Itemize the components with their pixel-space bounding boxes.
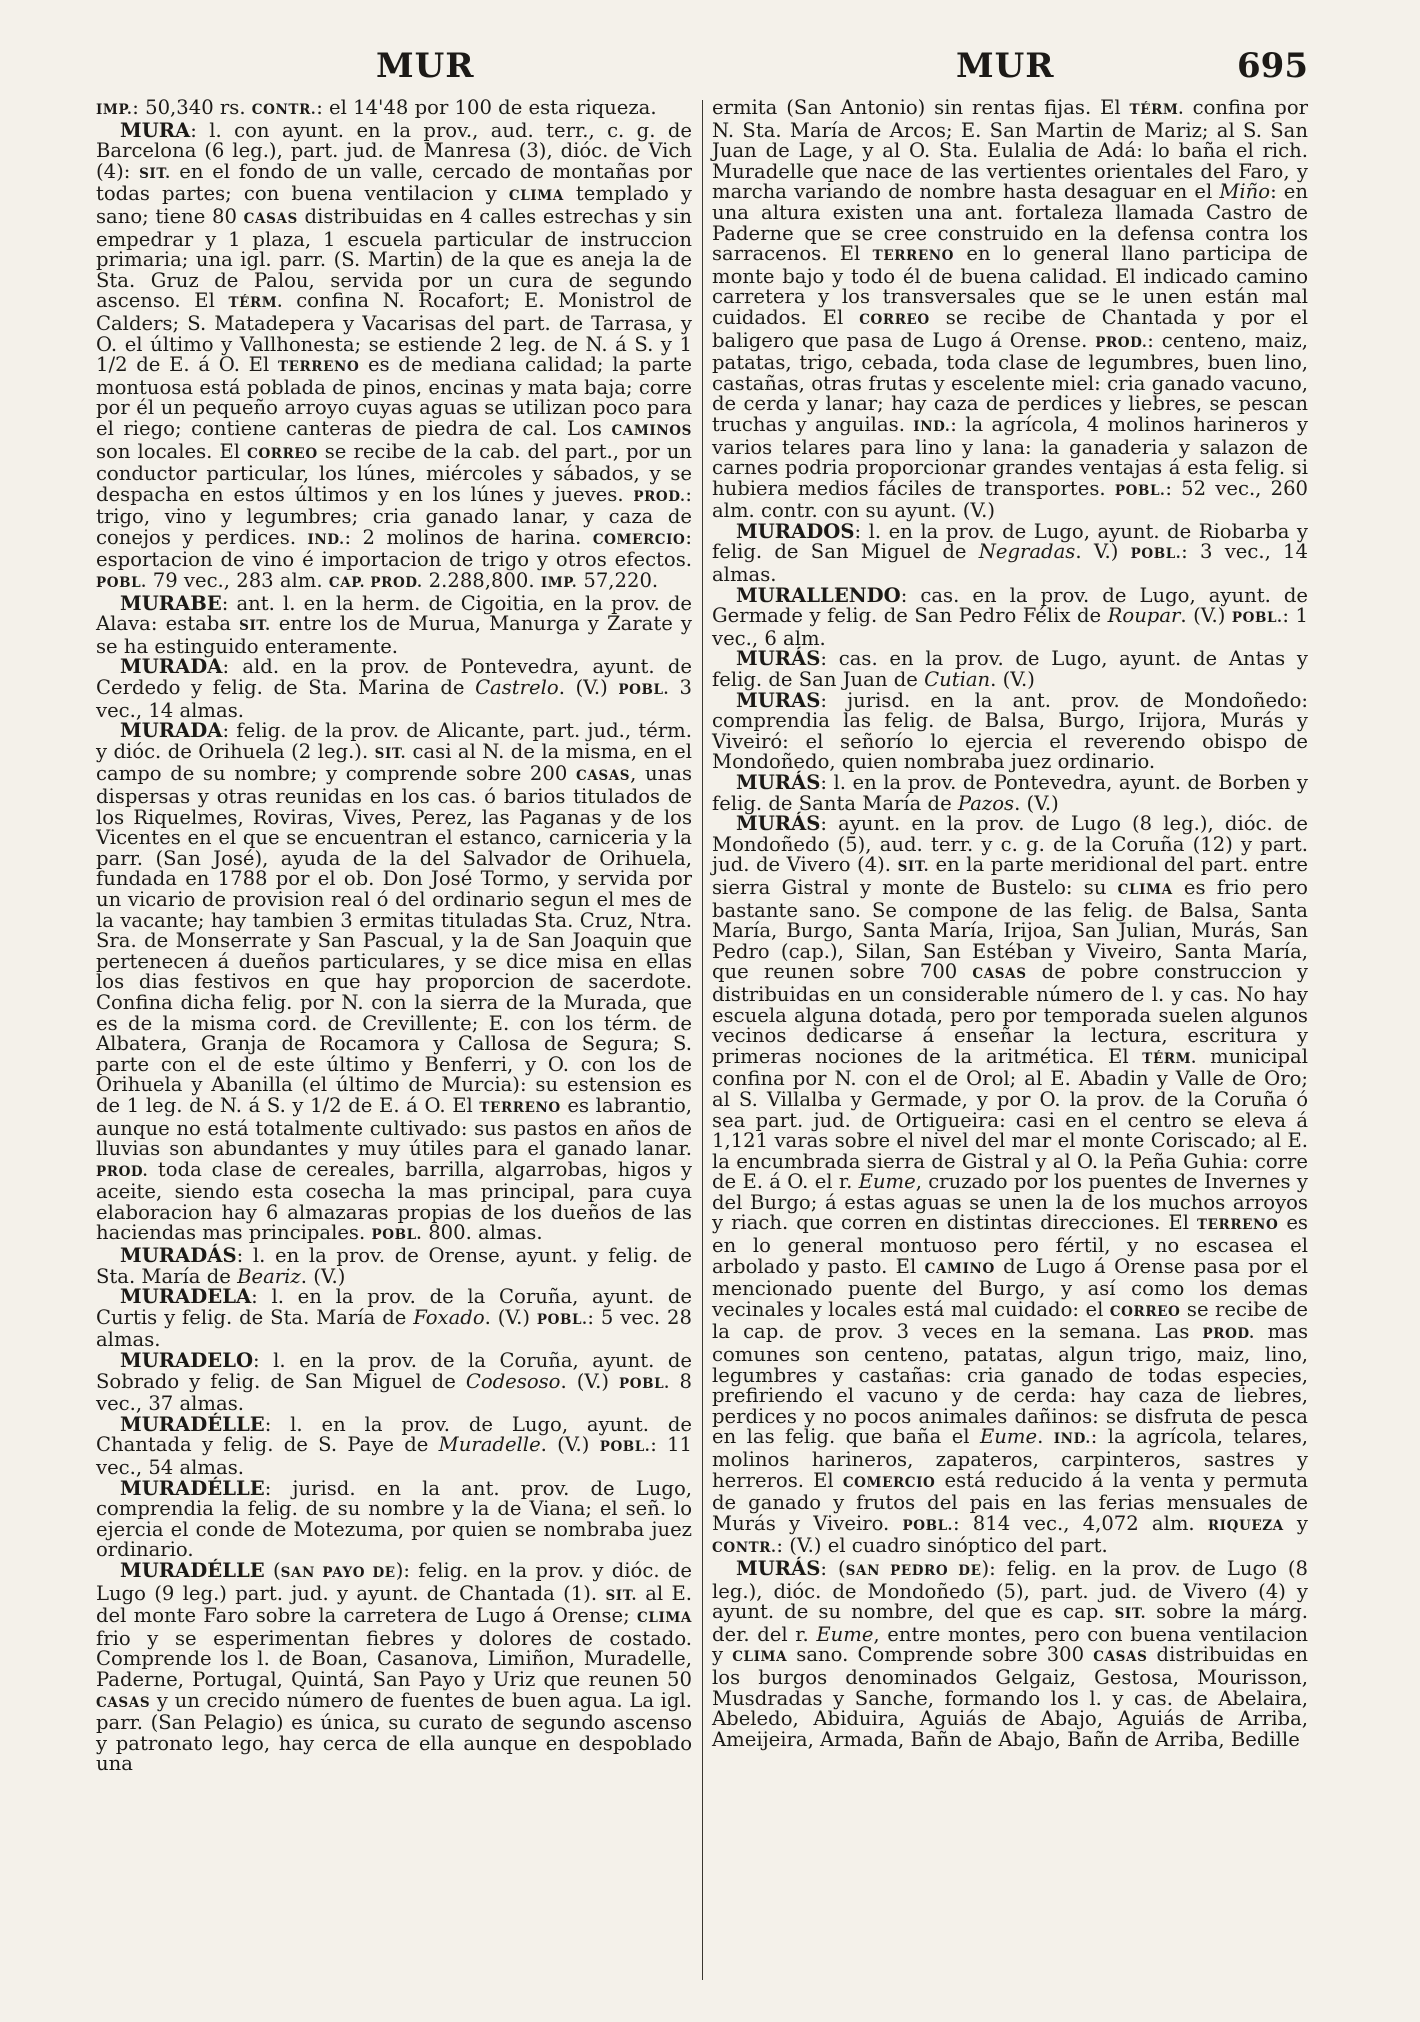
dictionary-entry: MURADELA: l. en la prov. de la Coruña, ayunt. de Curtis y felig. de Sta. María de Foxado. (V.) POBL.: 5 vec. 28 almas. bbox=[96, 1285, 692, 1352]
right-running-head: MUR bbox=[956, 46, 1055, 86]
dictionary-entry: MURALLENDO: cas. en la prov. de Lugo, ayunt. de Germade y felig. de San Pedro Félix de Roupar. (V.) POBL.: 1 vec., 6 alm. bbox=[712, 583, 1309, 650]
dictionary-entry: MURÁS: (SAN PEDRO DE): felig. en la prov. de Lugo (8 leg.), dióc. de Mondoñedo (5), part. jud. de Vivero (4) y ayunt. de su nombre, del que es cap. SIT. sobre la márg. der. del r. Eume, entre montes, pero con buena ventilacion y CLIMA sano. Comprende sobre 300 CASAS distribuidas en los burgos denominados Gelgaiz, Gestosa, Mourisson, Musdradas y Sanche, formando los l. y cas. de Abelaira, Abeledo, Abiduira, Aguiás de Abajo, Aguiás de Arriba, Ameijeira, Armada, Bañn de Abajo, Bañn de Arriba, Bedille bbox=[712, 1556, 1309, 1751]
dictionary-entry: MURAS: jurisd. en la ant. prov. de Mondoñedo: comprendia las felig. de Balsa, Burgo, Irijora, Murás y Viveiró: el señorío lo ejercia el reverendo obispo de Mondoñedo, quien nombraba juez ordinario. bbox=[712, 688, 1308, 774]
left-running-head: MUR bbox=[376, 46, 475, 86]
dictionary-entry: MURÁS: l. en la prov. de Pontevedra, ayunt. de Borben y felig. de Santa María de Pazos. (V.) bbox=[712, 771, 1308, 815]
left-column bbox=[96, 98, 692, 1775]
dictionary-entry: MURABE: ant. l. en la herm. de Cigoitia, en la prov. de Alava: estaba SIT. entre los de Murua, Manurga y Zarate y se ha estinguido enteramente. bbox=[96, 591, 692, 658]
dictionary-entry: MURADELO: l. en la prov. de la Coruña, ayunt. de Sobrado y felig. de San Miguel de Codesoso. (V.) POBL. 8 vec., 37 almas. bbox=[96, 1349, 692, 1416]
dictionary-entry: IMP.: 50,340 rs. CONTR.: el 14'48 por 100 de esta riqueza. bbox=[96, 96, 657, 119]
page-header bbox=[96, 46, 1308, 96]
dictionary-entry: MURADÁS: l. en la prov. de Orense, ayunt. y felig. de Sta. María de Beariz. (V.) bbox=[96, 1244, 692, 1288]
page-number: 695 bbox=[1237, 46, 1308, 86]
dictionary-entry: MURADA: ald. en la prov. de Pontevedra, ayunt. de Cerdedo y felig. de Sta. Marina de Castrelo. (V.) POBL. 3 vec., 14 almas. bbox=[96, 655, 692, 722]
dictionary-entry: MURADÉLLE: jurisd. en la ant. prov. de Lugo, comprendia la felig. de su nombre y la de Viana; el señ. lo ejercia el conde de Motezuma, por quien se nombraba juez ordinario. bbox=[96, 1476, 692, 1562]
dictionary-entry: MURADÉLLE (SAN PAYO DE): felig. en la prov. y dióc. de Lugo (9 leg.) part. jud. y ayunt. de Chantada (1). SIT. al E. del monte Faro sobre la carretera de Lugo á Orense; CLIMA frio y se esperimentan fiebres y dolores de costado. Comprende los l. de Boan, Casanova, Limiñon, Muradelle, Paderne, Portugal, Quintá, San Payo y Uriz que reunen 50 CASAS y un crecido número de fuentes de buen agua. La igl. parr. (San Pelagio) es única, su curato de segundo ascenso y patronato lego, hay cerca de ella aunque en despoblado una bbox=[96, 1558, 692, 1776]
dictionary-entry: MURADOS: l. en la prov. de Lugo, ayunt. de Riobarba y felig. de San Miguel de Negradas. V.) POBL.: 3 vec., 14 almas. bbox=[712, 519, 1308, 587]
dictionary-entry: MURÁS: cas. en la prov. de Lugo, ayunt. de Antas y felig. de San Juan de Cutian. (V.) bbox=[712, 647, 1308, 692]
dictionary-entry: MURÁS: ayunt. en la prov. de Lugo (8 leg.), dióc. de Mondoñedo (5), aud. terr. y c. g. de la Coruña (12) y part. jud. de Vivero (4). SIT. en la parte meridional del part. entre sierra Gistral y monte de Bustelo: su CLIMA es frio pero bastante sano. Se compone de las felig. de Balsa, Santa María, Burgo, Santa María, Irijoa, San Julian, Murás, San Pedro (cap.), Silan, San Estéban y Viveiro, Santa María, que reunen sobre 700 CASAS de pobre construccion y distribuidas en un considerable número de l. y cas. No hay escuela alguna dotada, pero por temporada suelen algunos vecinos dedicarse á enseñar la lectura, escritura y primeras nociones de la aritmética. El TÉRM. municipal confina por N. con el de Orol; al E. Abadin y Valle de Oro; al S. Villalba y Germade, y por O. la prov. de la Coruña ó sea part. jud. de Ortigueira: casi en el centro se eleva á 1,121 varas sobre el nivel del mar el monte Coriscado; al E. la encumbrada sierra de Gistral y al O. la Peña Guhia: corre de E. á O. el r. Eume, cruzado por los puentes de Invernes y del Burgo; á estas aguas se unen la de los muchos arroyos y riach. que corren en distintas direcciones. El TERRENO es en lo general montuoso pero fértil, y no escasea el arbolado y pasto. El CAMINO de Lugo á Orense pasa por el mencionado puente del Burgo, y así como los demas vecinales y locales está mal cuidado: el CORREO se recibe de la cap. de prov. 3 veces en la semana. Las PROD. mas comunes son centeno, patatas, algun trigo, maiz, lino, legumbres y castañas: cria ganado de todas especies, prefiriendo el vacuno y de cerda: hay caza de liebres, perdices y no pocos animales dañinos: se disfruta de pesca en las felig. que baña el Eume. IND.: la agrícola, telares, molinos harineros, zapateros, carpinteros, sastres y herreros. El COMERCIO está reducido á la venta y permuta de ganado y frutos del pais en las ferias mensuales de Murás y Viveiro. POBL.: 814 vec., 4,072 alm. RIQUEZA y CONTR.: (V.) el cuadro sinóptico del part. bbox=[712, 812, 1309, 1558]
dictionary-entry: MURADÉLLE: l. en la prov. de Lugo, ayunt. de Chantada y felig. de S. Paye de Muradelle. (V.) POBL.: 11 vec., 54 almas. bbox=[96, 1412, 693, 1479]
column-divider bbox=[702, 100, 703, 1980]
right-column bbox=[712, 98, 1308, 1750]
dictionary-entry: MURADA: felig. de la prov. de Alicante, part. jud., térm. y dióc. de Orihuela (2 leg.). SIT. casi al N. de la misma, en el campo de su nombre; y comprende sobre 200 CASAS, unas dispersas y otras reunidas en los cas. ó barios titulados de los Riquelmes, Roviras, Vives, Perez, las Paganas y de los Vicentes en el que se encuentran el estanco, carniceria y la parr. (San José), ayuda de la del Salvador de Orihuela, fundada en 1788 por el ob. Don José Tormo, y servida por un vicario de provision real ó del ordinario segun el mes de la vacante; hay tambien 3 ermitas tituladas Sta. Cruz, Ntra. Sra. de Monserrate y San Pascual, y la de San Joaquin que pertenecen á dueños particulares, y se dice misa en ellas los dias festivos en que hay proporcion de sacerdote. Confina dicha felig. por N. con la sierra de la Murada, que es de la misma cord. de Crevillente; E. con los térm. de Albatera, Granja de Rocamora y Callosa de Segura; S. parte con el de este último y Benferri, y O. con los de Orihuela y Abanilla (el último de Murcia): su estension es de 1 leg. de N. á S. y 1/2 de E. á O. El TERRENO es labrantio, aunque no está totalmente cultivado: sus pastos en años de lluvias son abundantes y muy útiles para el ganado lanar. PROD. toda clase de cereales, barrilla, algarrobas, higos y aceite, siendo esta cosecha la mas principal, para cuya elaboracion hay 6 almazaras propias de los dueños de las haciendas mas principales. POBL. 800. almas. bbox=[96, 719, 693, 1245]
dictionary-entry: ermita (San Antonio) sin rentas fijas. El TÉRM. confina por N. Sta. María de Arcos; E. San Martin de Mariz; al S. San Juan de Lage, y al O. Sta. Eulalia de Adá: lo baña el rich. Muradelle que nace de las vertientes orientales del Faro, y marcha variando de nombre hasta desaguar en el Miño: en una altura existen una ant. fortaleza llamada Castro de Paderne que se cree construido en la defensa contra los sarracenos. El TERRENO en lo general llano participa de monte bajo y todo él de buena calidad. El indicado camino carretera y los transversales que se le unen están mal cuidados. El CORREO se recibe de Chantada y por el baligero que pasa de Lugo á Orense. PROD.: centeno, maiz, patatas, trigo, cebada, toda clase de legumbres, buen lino, castañas, otras frutas y escelente miel: cria ganado vacuno, de cerda y lanar; hay caza de perdices y liebres, se pescan truchas y anguilas. IND.: la agrícola, 4 molinos harineros y varios telares para lino y lana: la ganaderia y salazon de carnes podria proporcionar grandes ventajas á esta felig. si hubiera medios fáciles de transportes. POBL.: 52 vec., 260 alm. contr. con su ayunt. (V.) bbox=[712, 96, 1309, 523]
dictionary-entry: MURA: l. con ayunt. en la prov., aud. terr., c. g. de Barcelona (6 leg.), part. jud. de Manresa (3), dióc. de Vich (4): SIT. en el fondo de un valle, cercado de montañas por todas partes; con buena ventilacion y CLIMA templado y sano; tiene 80 CASAS distribuidas en 4 calles estrechas y sin empedrar y 1 plaza, 1 escuela particular de instruccion primaria; una igl. parr. (S. Martin) de la que es aneja la de Sta. Gruz de Palou, servida por un cura de segundo ascenso. El TÉRM. confina N. Rocafort; E. Monistrol de Calders; S. Matadepera y Vacarisas del part. de Tarrasa, y O. el último y Vallhonesta; se estiende 2 leg. de N. á S. y 1 1/2 de E. á O. El TERRENO es de mediana calidad; la parte montuosa está poblada de pinos, encinas y mata baja; corre por él un pequeño arroyo cuyas aguas se utilizan poco para el riego; contiene canteras de piedra de cal. Los CAMINOS son locales. El CORREO se recibe de la cab. del part., por un conductor particular, los lúnes, miércoles y sábados, y se despacha en estos últimos y en los lúnes y jueves. PROD.: trigo, vino y legumbres; cria ganado lanar, y caza de conejos y perdices. IND.: 2 molinos de harina. COMERCIO: esportacion de vino é importacion de trigo y otros efectos. POBL. 79 vec., 283 alm. CAP. PROD. 2.288,800. IMP. 57,220. bbox=[96, 118, 693, 593]
